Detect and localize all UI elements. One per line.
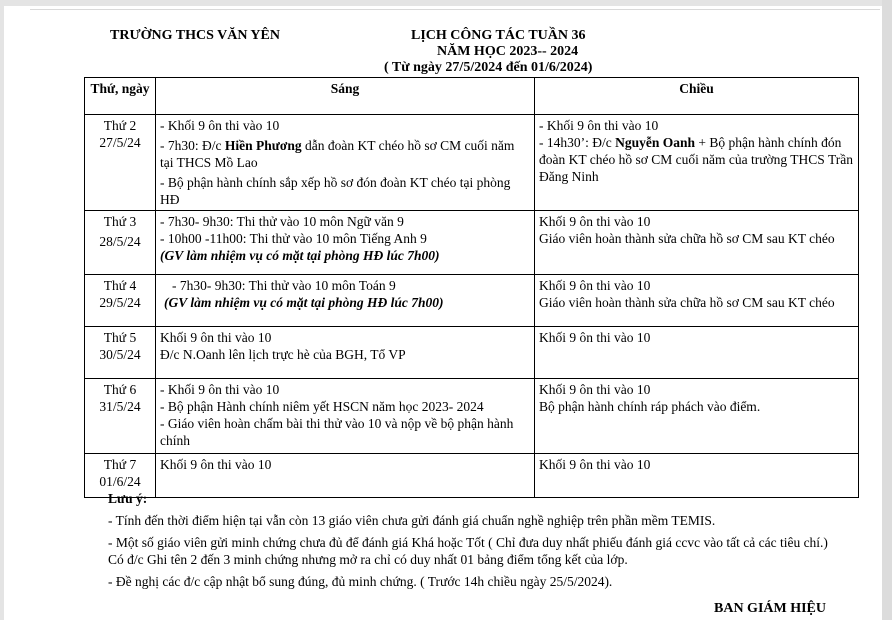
afternoon-item: Khối 9 ôn thi vào 10: [539, 214, 651, 229]
morning-cell: [156, 115, 535, 211]
header-afternoon: Chiều: [535, 78, 859, 115]
day-label: Thứ 7: [103, 457, 137, 472]
afternoon-item: Khối 9 ôn thi vào 10: [539, 278, 651, 293]
afternoon-cell: [535, 379, 859, 454]
morning-cell: [156, 379, 535, 454]
afternoon-item: Giáo viên hoàn thành sửa chữa hồ sơ CM sau KT chéo: [539, 295, 835, 310]
day-date: 29/5/24: [99, 295, 141, 310]
document-title: LỊCH CÔNG TÁC TUẦN 36: [411, 28, 586, 43]
schedule-table: [84, 77, 859, 498]
note-item: - Một số giáo viên gửi minh chứng chưa đủ để đánh giá Khá hoặc Tốt ( Chỉ đưa duy nhất phiếu đánh giá ccvc vào tất cả các tiêu chí.) Có đ/c Ghi tên 2 đến 3 minh chứng nhưng mở ra chỉ có duy nhất 01 bảng điểm tổng kết của lớp.: [108, 535, 828, 567]
morning-item: - Giáo viên hoàn chấm bài thi thử vào 10 và nộp về bộ phận hành chính: [160, 416, 514, 448]
day-cell: [85, 327, 156, 379]
day-label: Thứ 4: [103, 278, 137, 293]
person-name: Hiền Phương: [224, 138, 302, 153]
header-morning: Sáng: [156, 78, 535, 115]
day-label: Thứ 2: [103, 118, 137, 133]
window-top-edge: [0, 0, 892, 6]
note-item: - Tính đến thời điểm hiện tại vẫn còn 13 giáo viên chưa gửi đánh giá chuẩn nghề nghiệp trên phần mềm TEMIS.: [108, 513, 716, 528]
afternoon-cell: [535, 327, 859, 379]
morning-item: - Khối 9 ôn thi vào 10: [160, 382, 280, 397]
day-date: 30/5/24: [99, 347, 141, 362]
day-cell: [85, 275, 156, 327]
table-row: [85, 327, 859, 379]
morning-item: - Bộ phận Hành chính niêm yết HSCN năm học 2023- 2024: [160, 399, 484, 414]
text-part: dẫn đoàn KT chéo hồ sơ CM cuối năm tại THCS Mồ Lao: [160, 138, 515, 170]
morning-item: [160, 137, 530, 171]
morning-item: Khối 9 ôn thi vào 10: [160, 457, 272, 472]
afternoon-cell: [535, 211, 859, 275]
date-range: ( Từ ngày 27/5/2024 đến 01/6/2024): [384, 60, 593, 75]
day-date: 27/5/24: [99, 135, 141, 150]
morning-cell: [156, 275, 535, 327]
morning-cell: [156, 327, 535, 379]
day-date: 31/5/24: [99, 399, 141, 414]
note-item: - Đề nghị các đ/c cập nhật bổ sung đúng, đủ minh chứng. ( Trước 14h chiều ngày 25/5/2024).: [108, 574, 613, 589]
morning-item: - 10h00 -11h00: Thi thử vào 10 môn Tiếng Anh 9: [160, 231, 427, 246]
school-name: TRƯỜNG THCS VĂN YÊN: [110, 28, 280, 43]
signature: BAN GIÁM HIỆU: [714, 601, 827, 616]
day-label: Thứ 5: [103, 330, 137, 345]
page-top-border: [30, 9, 880, 10]
header-day: Thứ, ngày: [85, 78, 156, 115]
notes-section: [108, 490, 838, 590]
notes-heading: Lưu ý:: [108, 491, 148, 506]
afternoon-item: [539, 134, 854, 185]
day-cell: [85, 211, 156, 275]
day-cell: [85, 379, 156, 454]
morning-item: Đ/c N.Oanh lên lịch trực hè của BGH, Tổ VP: [160, 347, 406, 362]
window-right-edge: [882, 0, 892, 620]
day-label: Thứ 6: [103, 382, 137, 397]
table-row: [85, 211, 859, 275]
afternoon-cell: [535, 115, 859, 211]
morning-cell: [156, 211, 535, 275]
day-date: 01/6/24: [99, 474, 141, 489]
afternoon-item: Khối 9 ôn thi vào 10: [539, 382, 651, 397]
morning-note: (GV làm nhiệm vụ có mặt tại phòng HĐ lúc 7h00): [164, 295, 444, 310]
day-date: 28/5/24: [99, 234, 141, 249]
afternoon-item: Giáo viên hoàn thành sửa chữa hồ sơ CM sau KT chéo: [539, 231, 835, 246]
morning-item: - 7h30- 9h30: Thi thử vào 10 môn Toán 9: [172, 278, 396, 293]
window-left-edge: [0, 0, 4, 620]
school-year: NĂM HỌC 2023-- 2024: [437, 44, 579, 59]
afternoon-item: Khối 9 ôn thi vào 10: [539, 457, 651, 472]
morning-item: - Khối 9 ôn thi vào 10: [160, 118, 280, 133]
morning-note: (GV làm nhiệm vụ có mặt tại phòng HĐ lúc 7h00): [160, 248, 440, 263]
day-cell: [85, 115, 156, 211]
text-part: + Bộ phận hành chính đón đoàn KT chéo hồ sơ CM cuối năm của trường THCS Trần Đăng Ninh: [539, 135, 853, 184]
afternoon-item: - Khối 9 ôn thi vào 10: [539, 118, 659, 133]
afternoon-cell: [535, 275, 859, 327]
text-part: - 7h30: Đ/c: [160, 138, 225, 153]
table-row: [85, 379, 859, 454]
table-row: [85, 275, 859, 327]
day-label: Thứ 3: [103, 214, 137, 229]
person-name: Nguyễn Oanh: [615, 135, 696, 150]
morning-item: - Bộ phận hành chính sắp xếp hồ sơ đón đoàn KT chéo tại phòng HĐ: [160, 175, 511, 207]
morning-item: - 7h30- 9h30: Thi thử vào 10 môn Ngữ văn 9: [160, 214, 404, 229]
afternoon-item: Khối 9 ôn thi vào 10: [539, 330, 651, 345]
table-row: [85, 115, 859, 211]
table-header-row: [85, 78, 859, 115]
afternoon-item: Bộ phận hành chính ráp phách vào điểm.: [539, 399, 761, 414]
morning-item: Khối 9 ôn thi vào 10: [160, 330, 272, 345]
text-part: - 14h30’: Đ/c: [539, 135, 616, 150]
